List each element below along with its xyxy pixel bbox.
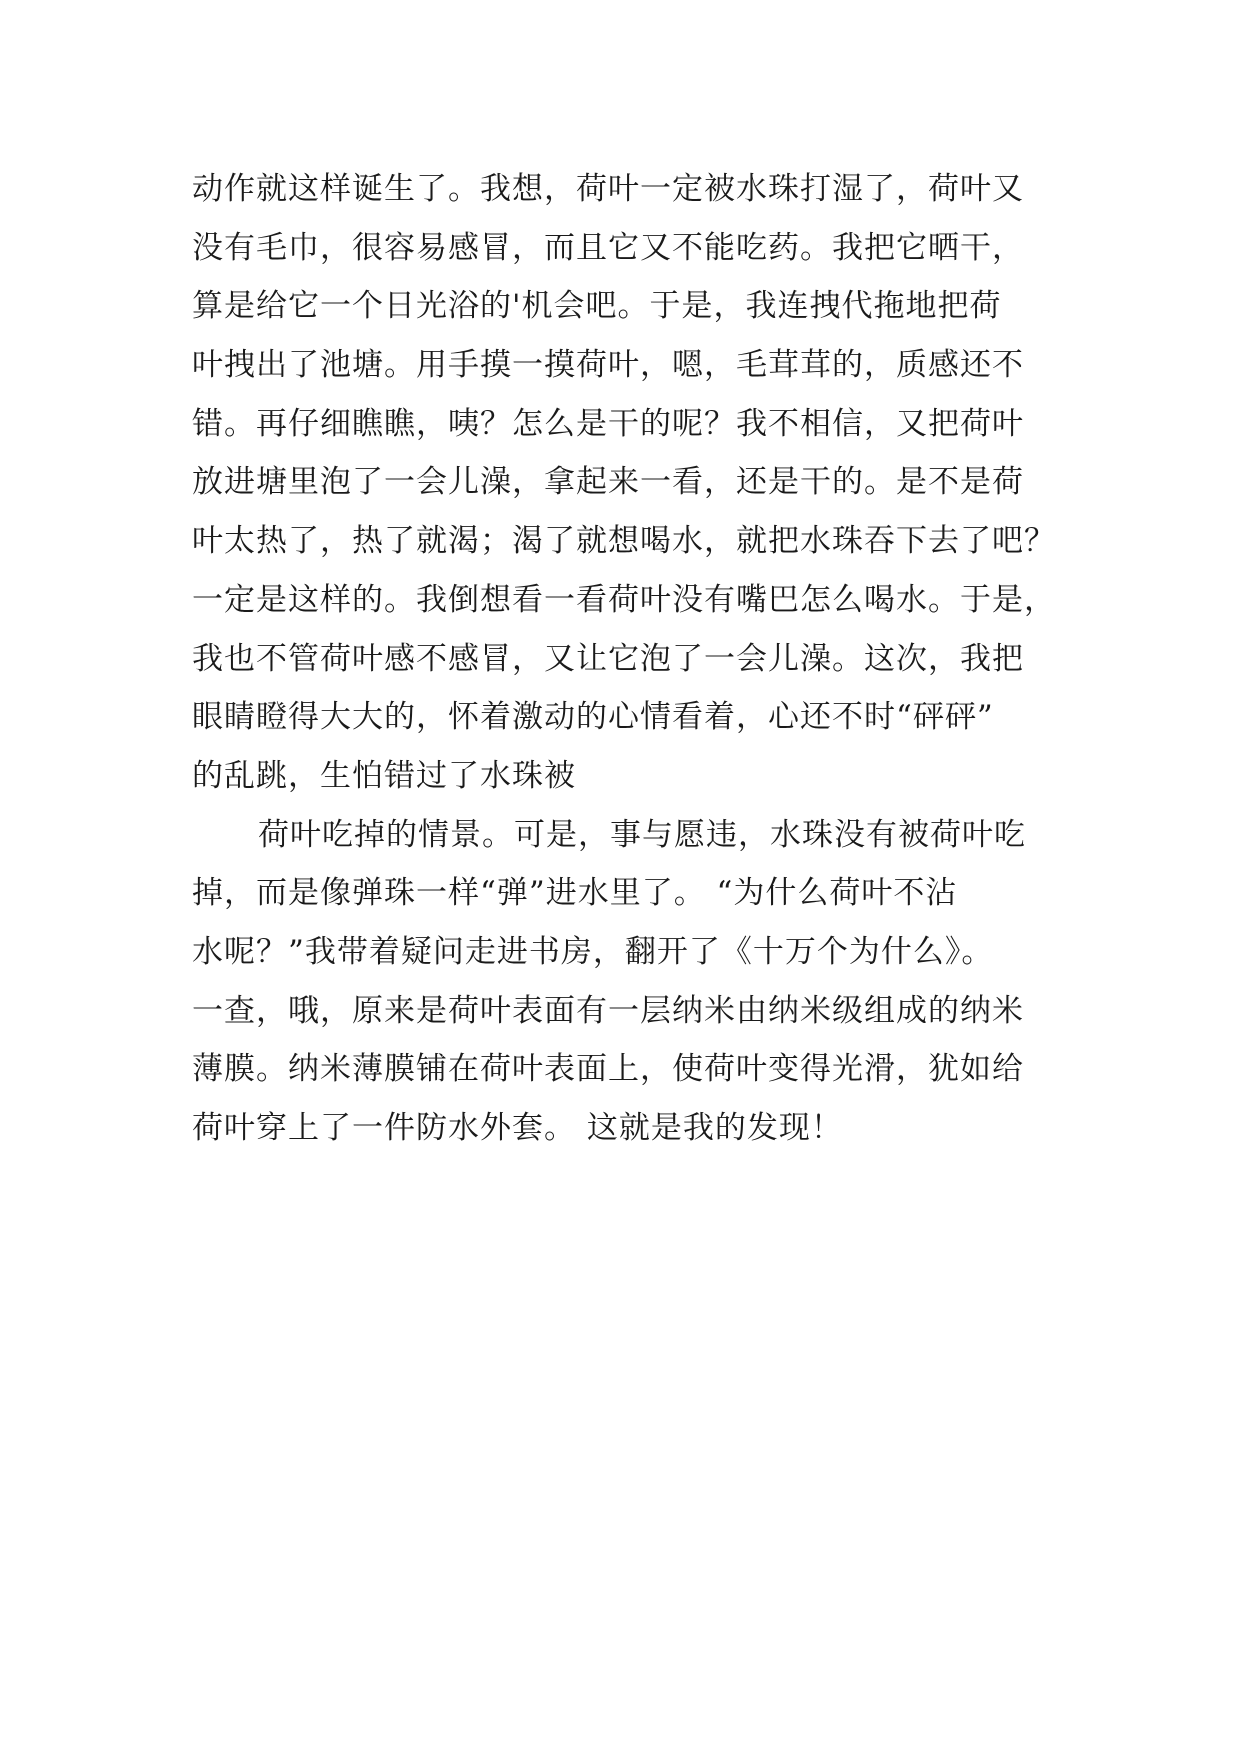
text-line: 我也不管荷叶感不感冒，又让它泡了一会儿澡。这次，我把 (192, 640, 1024, 677)
text-line: 放进塘里泡了一会儿澡，拿起来一看，还是干的。是不是荷 (192, 464, 1024, 501)
text-line-indented: 荷叶吃掉的情景。可是，事与愿违，水珠没有被荷叶吃 (258, 816, 1026, 853)
paragraph-2 (192, 806, 1072, 1158)
text-line: 叶拽出了池塘。用手摸一摸荷叶，嗯，毛茸茸的，质感还不 (192, 347, 1024, 384)
text-line: 掉，而是像弹珠一样“弹”进水里了。 “为什么荷叶不沾 (192, 875, 958, 912)
text-line: 眼睛瞪得大大的，怀着激动的心情看着，心还不时“砰砰” (192, 699, 994, 736)
text-line: 的乱跳，生怕错过了水珠被 (192, 757, 576, 794)
document-body (192, 160, 1072, 1158)
text-line: 荷叶穿上了一件防水外套。 这就是我的发现！ (192, 1110, 843, 1146)
text-line: 错。再仔细瞧瞧，咦？怎么是干的呢？我不相信，又把荷叶 (192, 405, 1024, 442)
paragraph-1 (192, 160, 1072, 806)
text-line: 动作就这样诞生了。我想，荷叶一定被水珠打湿了，荷叶又 (192, 171, 1024, 207)
text-line: 叶太热了，热了就渴；渴了就想喝水，就把水珠吞下去了吧？ (192, 523, 1056, 560)
text-line: 一定是这样的。我倒想看一看荷叶没有嘴巴怎么喝水。于是， (192, 581, 1056, 618)
text-line: 水呢？”我带着疑问走进书房，翻开了《十万个为什么》。 (192, 933, 994, 970)
text-line: 一查，哦，原来是荷叶表面有一层纳米由纳米级组成的纳米 (192, 992, 1024, 1029)
text-line: 没有毛巾，很容易感冒，而且它又不能吃药。我把它晒干， (192, 229, 1024, 266)
text-line: 算是给它一个日光浴的'机会吧。于是，我连拽代拖地把荷 (192, 288, 1002, 325)
text-line: 薄膜。纳米薄膜铺在荷叶表面上，使荷叶变得光滑，犹如给 (192, 1051, 1024, 1088)
